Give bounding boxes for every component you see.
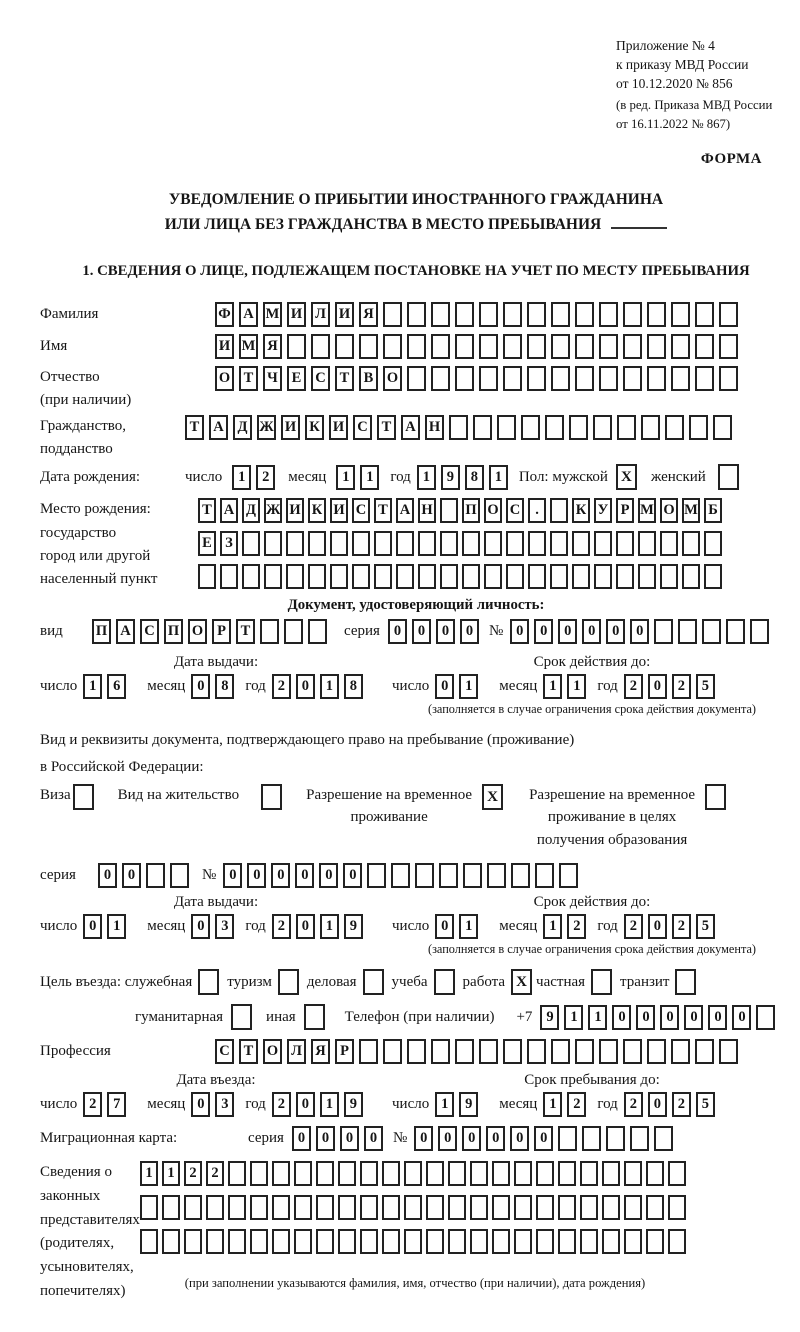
year-label: год [245, 678, 266, 695]
entry-date-caption: Дата въезда: [176, 1072, 256, 1089]
profession-cells[interactable]: С Т О Л Я Р [215, 1039, 743, 1064]
form-label: ФОРМА [700, 150, 762, 167]
id-number-label: № [488, 623, 504, 640]
temp-residence-edu-checkbox[interactable] [705, 784, 726, 810]
permit-number-label: № [202, 867, 217, 884]
purpose-private-checkbox[interactable] [591, 969, 612, 995]
temp-residence-edu-line2: проживание в целях [547, 809, 677, 826]
sex-female-checkbox[interactable] [718, 464, 739, 490]
temp-residence-label-line1: Разрешение на временное [306, 786, 473, 803]
year-label: год [597, 918, 618, 935]
birth-month-label: месяц [288, 468, 327, 485]
sex-male-checkbox[interactable]: X [616, 464, 637, 490]
residence-permit-label: Вид на жительство [117, 786, 240, 803]
title-blank-line [611, 213, 667, 229]
purpose-humanitarian-checkbox[interactable] [231, 1004, 252, 1030]
profession-label: Профессия [40, 1043, 111, 1060]
birth-year-cells[interactable]: 1 9 8 1 [417, 465, 513, 490]
permit-series-cells[interactable]: 0 0 [98, 863, 194, 888]
representatives-line5: усыновителях, [40, 1259, 134, 1276]
year-label: год [597, 1096, 618, 1113]
stay-day-cells[interactable]: 1 9 [435, 1092, 483, 1117]
purpose-other-checkbox[interactable] [304, 1004, 325, 1030]
birth-place-label-line3: город или другой [40, 547, 151, 564]
purpose-official-checkbox[interactable] [198, 969, 219, 995]
id-kind-cells[interactable]: П А С П О Р Т [92, 619, 332, 644]
mc-series-label: серия [248, 1130, 284, 1147]
birth-day-label: число [185, 468, 223, 485]
temp-residence-edu-line3: получения образования [536, 831, 688, 848]
representatives-line6: попечителях) [40, 1282, 126, 1299]
visa-label: Виза [40, 786, 71, 803]
residence-doc-line1: Вид и реквизиты документа, подтверждающего право на пребывание (проживание) [40, 732, 575, 749]
patronymic-label-line1: Отчество [40, 369, 100, 386]
stay-until-caption: Срок пребывания до: [524, 1072, 660, 1089]
birth-place-cells-row2[interactable]: Е З [198, 531, 726, 556]
temp-residence-checkbox[interactable]: X [482, 784, 503, 810]
purpose-business-checkbox[interactable] [363, 969, 384, 995]
id-valid-month-cells[interactable]: 1 1 [543, 674, 591, 699]
visa-checkbox[interactable] [73, 784, 94, 810]
temp-residence-label [306, 784, 472, 829]
month-label: месяц [147, 1096, 186, 1113]
residence-permit-item [118, 784, 282, 810]
id-issue-caption: Дата выдачи: [173, 654, 259, 671]
temp-residence-edu-line1: Разрешение на временное [529, 786, 696, 803]
phone-label: Телефон (при наличии) [344, 1008, 495, 1025]
patronymic-label [40, 366, 215, 411]
id-doc-heading: Документ, удостоверяющий личность: [287, 597, 545, 614]
day-label: число [40, 678, 78, 695]
id-issue-year-cells[interactable]: 2 0 1 8 [272, 674, 368, 699]
representatives-cells-row2[interactable] [140, 1195, 690, 1220]
representatives-line1: Сведения о [40, 1164, 112, 1181]
entry-year-cells[interactable]: 2 0 1 9 [272, 1092, 368, 1117]
purpose-official-label: Цель въезда: служебная [40, 973, 193, 990]
day-label: число [40, 918, 78, 935]
id-number-cells[interactable]: 0 0 0 0 0 0 [510, 619, 774, 644]
entry-day-cells[interactable]: 2 7 [83, 1092, 131, 1117]
form-title-line1: УВЕДОМЛЕНИЕ О ПРИБЫТИИ ИНОСТРАННОГО ГРАЖДАНИНА [168, 190, 664, 208]
representatives-cells-row3[interactable] [140, 1229, 690, 1254]
birth-place-label-line2: государство [40, 524, 117, 541]
month-label: месяц [499, 1096, 538, 1113]
id-series-label: серия [344, 623, 380, 640]
purpose-tourism-checkbox[interactable] [278, 969, 299, 995]
month-label: месяц [147, 918, 186, 935]
temp-residence-label-line2: проживание [350, 809, 428, 826]
birth-day-cells[interactable]: 1 2 [232, 465, 280, 490]
purpose-transit-checkbox[interactable] [675, 969, 696, 995]
representatives-label [40, 1161, 140, 1303]
purpose-transit-label: транзит [620, 973, 670, 990]
citizenship-cells[interactable]: Т А Д Ж И К И С Т А Н [185, 415, 737, 440]
residence-doc-text [40, 727, 792, 780]
appendix-line: к приказу МВД России [616, 57, 749, 73]
year-label: год [245, 918, 266, 935]
purpose-work-label: работа [462, 973, 506, 990]
citizenship-label-line2: подданство [40, 440, 113, 457]
surname-cells[interactable]: Ф А М И Л И Я [215, 302, 743, 327]
purpose-private-label: частная [536, 973, 586, 990]
representatives-cells-row1[interactable]: 1 1 2 2 [140, 1161, 690, 1186]
birth-place-label [40, 498, 198, 597]
representatives-note: (при заполнении указываются фамилия, имя, отчество (при наличии), дата рождения) [184, 1276, 646, 1291]
first-name-label: Имя [40, 338, 68, 355]
permit-number-cells[interactable]: 0 0 0 0 0 0 [223, 863, 583, 888]
citizenship-label [40, 415, 185, 460]
stay-month-cells[interactable]: 1 2 [543, 1092, 591, 1117]
year-label: год [597, 678, 618, 695]
migration-card-label: Миграционная карта: [40, 1130, 178, 1147]
month-label: месяц [147, 678, 186, 695]
id-kind-label: вид [40, 623, 63, 640]
day-label: число [392, 918, 430, 935]
day-label: число [392, 1096, 430, 1113]
id-issue-month-cells[interactable]: 0 8 [191, 674, 239, 699]
appendix-line: от 10.12.2020 № 856 [616, 76, 733, 92]
permit-valid-caption: Срок действия до: [533, 894, 651, 911]
birth-place-label-line1: Место рождения: [40, 501, 151, 518]
day-label: число [40, 1096, 78, 1113]
purpose-humanitarian-label: гуманитарная [135, 1008, 224, 1025]
purpose-business-label: деловая [306, 973, 357, 990]
mc-number-cells[interactable]: 0 0 0 0 0 0 [414, 1126, 678, 1151]
permit-valid-note: (заполняется в случае ограничения срока действия документа) [427, 942, 757, 957]
phone-cells[interactable]: 9 1 1 0 0 0 0 0 0 [540, 1005, 780, 1030]
form-title-line2: ИЛИ ЛИЦА БЕЗ ГРАЖДАНСТВА В МЕСТО ПРЕБЫВАНИЯ [164, 215, 602, 233]
representatives-line3: представителях [40, 1211, 140, 1228]
stay-year-cells[interactable]: 2 0 2 5 [624, 1092, 720, 1117]
visa-item [40, 784, 94, 810]
birth-month-cells[interactable]: 1 1 [336, 465, 384, 490]
surname-label: Фамилия [40, 306, 99, 323]
appendix-block [616, 36, 792, 133]
permit-issue-day-cells[interactable]: 0 1 [83, 914, 131, 939]
id-valid-caption: Срок действия до: [533, 654, 651, 671]
temp-residence-item [306, 784, 503, 829]
purpose-work-checkbox[interactable]: X [511, 969, 532, 995]
sex-female-label: женский [650, 468, 706, 485]
birth-date-label: Дата рождения: [40, 468, 141, 485]
form-title [40, 188, 792, 238]
temp-residence-edu-label [529, 784, 695, 852]
residence-permit-checkbox[interactable] [261, 784, 282, 810]
month-label: месяц [499, 918, 538, 935]
birth-year-label: год [390, 468, 411, 485]
citizenship-label-line1: Гражданство, [40, 418, 127, 435]
id-issue-day-cells[interactable]: 1 6 [83, 674, 131, 699]
phone-prefix: +7 [516, 1008, 533, 1025]
permit-issue-year-cells[interactable]: 2 0 1 9 [272, 914, 368, 939]
appendix-line: Приложение № 4 [616, 38, 715, 53]
temp-residence-edu-item [529, 784, 726, 852]
purpose-other-label: иная [266, 1008, 296, 1025]
permit-valid-month-cells[interactable]: 1 2 [543, 914, 591, 939]
first-name-cells[interactable]: И М Я [215, 334, 743, 359]
id-series-cells[interactable]: 0 0 0 0 [388, 619, 484, 644]
mc-series-cells[interactable]: 0 0 0 0 [292, 1126, 388, 1151]
permit-valid-year-cells[interactable]: 2 0 2 5 [624, 914, 720, 939]
purpose-study-checkbox[interactable] [434, 969, 455, 995]
birth-place-cells-row3[interactable] [198, 564, 726, 589]
residence-doc-line2: в Российской Федерации: [40, 758, 204, 775]
permit-issue-caption: Дата выдачи: [173, 894, 259, 911]
id-valid-note: (заполняется в случае ограничения срока действия документа) [427, 702, 757, 717]
mc-number-label: № [392, 1130, 408, 1147]
patronymic-label-line2: (при наличии) [40, 391, 132, 408]
month-label: месяц [499, 678, 538, 695]
permit-valid-day-cells[interactable]: 0 1 [435, 914, 483, 939]
id-valid-day-cells[interactable]: 0 1 [435, 674, 483, 699]
year-label: год [245, 1096, 266, 1113]
id-valid-year-cells[interactable]: 2 0 2 5 [624, 674, 720, 699]
purpose-tourism-label: туризм [227, 973, 272, 990]
entry-month-cells[interactable]: 0 3 [191, 1092, 239, 1117]
permit-issue-month-cells[interactable]: 0 3 [191, 914, 239, 939]
birth-place-label-line4: населенный пункт [40, 571, 158, 588]
revision-line: от 16.11.2022 № 867) [616, 116, 731, 131]
purpose-study-label: учеба [391, 973, 428, 990]
representatives-line2: законных [40, 1188, 101, 1205]
sex-male-label: Пол: мужской [518, 468, 608, 485]
birth-place-cells-row1[interactable]: Т А Д Ж И К И С Т А Н П О С . К У Р М О М Б [198, 498, 726, 523]
permit-series-label: серия [40, 867, 76, 884]
representatives-line4: (родителях, [40, 1235, 115, 1252]
patronymic-cells[interactable]: О Т Ч Е С Т В О [215, 366, 743, 391]
revision-line: (в ред. Приказа МВД России [616, 98, 773, 113]
section1-heading: 1. СВЕДЕНИЯ О ЛИЦЕ, ПОДЛЕЖАЩЕМ ПОСТАНОВКЕ НА УЧЕТ ПО МЕСТУ ПРЕБЫВАНИЯ [82, 263, 750, 280]
day-label: число [392, 678, 430, 695]
